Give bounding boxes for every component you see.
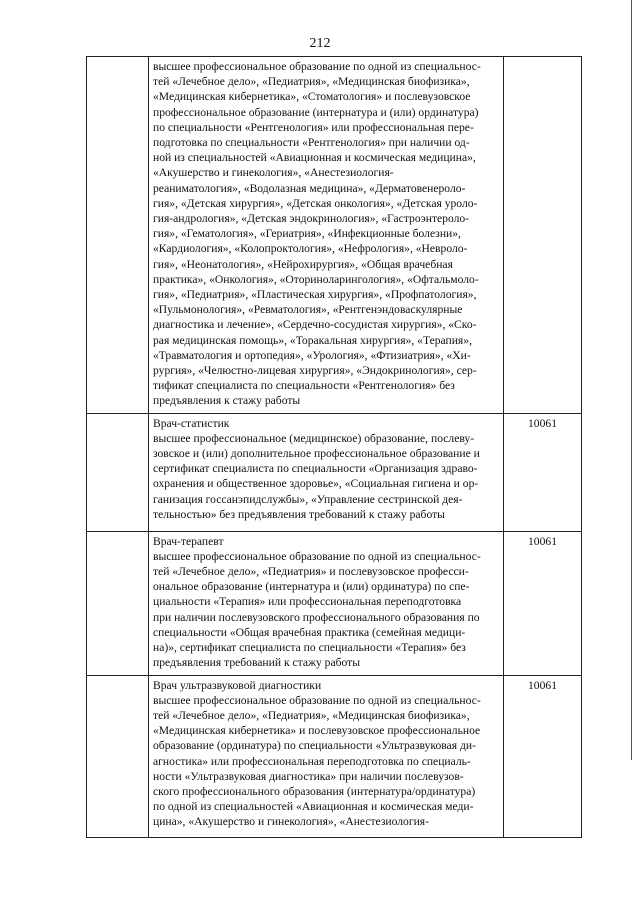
table-row	[87, 675, 582, 837]
table-row	[87, 57, 582, 414]
requirements-cell	[149, 531, 504, 675]
page-number: 212	[309, 36, 331, 51]
code-cell: 10061	[504, 531, 582, 675]
requirements-cell	[149, 57, 504, 414]
requirements-text: высшее профессиональное образование по одной из специальнос- тей «Лечебное дело», «Педиатрия», «Медицинская биофизика», «Медицинская кибернетика», «Стоматология» и послевузовское профессиональное образование (интернатура и (или) ординатура) по специальности «Рентгенология» или профессиональная пере- подготовка по специальности «Рентгенология» при наличии од- ной из специальностей «Авиационная и космическая медицина», «Акушерство и гинекология», «Анестезиология- реаниматология», «Водолазная медицина», «Дерматовенероло- гия», «Детская хирургия», «Детская онкология», «Детская уроло- гия-андрология», «Детская эндокринология», «Гастроэнтероло- гия», «Гематология», «Гериатрия», «Инфекционные болезни», «Кардиология», «Колопроктология», «Нефрология», «Невроло- гия», «Неонатология», «Нейрохирургия», «Общая врачебная практика», «Онкология», «Оториноларингология», «Офтальмоло- гия», «Педиатрия», «Пластическая хирургия», «Профпатология», «Пульмонология», «Ревматология», «Рентгенэндоваскулярные диагностика и лечение», «Сердечно-сосудистая хирургия», «Ско- рая медицинская помощь», «Торакальная хирургия», «Терапия», «Травматология и ортопедия», «Урология», «Фтизиатрия», «Хи- рургия», «Челюстно-лицевая хирургия», «Эндокринология», сер- тификат специалиста по специальности «Рентгенология» без предъявления к стажу работы	[153, 60, 481, 408]
requirements-text: высшее профессиональное образование по одной из специальнос- тей «Лечебное дело», «Педиатрия» и послевузовское професси- ональное образование (интернатура и (или) ординатура) по спе- циальности «Терапия» или профессиональная переподготовка при наличии послевузовского профессионального образования по специальности «Общая врачебная практика (семейная медици- на)», сертификат специалиста по специальности «Терапия» без предъявления требований к стажу работы	[153, 549, 481, 670]
table-row	[87, 531, 582, 675]
page-edge-line	[631, 0, 632, 760]
table-row	[87, 413, 582, 531]
role-title: Врач-статистик	[153, 416, 230, 430]
requirements-cell	[149, 675, 504, 837]
requirements-cell	[149, 413, 504, 531]
role-title: Врач-терапевт	[153, 534, 224, 548]
row-left-cell	[87, 675, 149, 837]
requirements-text: высшее профессиональное (медицинское) образование, послеву- зовское и (или) дополнительное профессиональное образование и сертификат специалиста по специальности «Организация здраво- охранения и общественное здоровье», «Социальная гигиена и ор- ганизация госсанэпидслужбы», «Управление сестринской дея- тельностью» без предъявления требований к стажу работы	[153, 431, 480, 521]
row-left-cell	[87, 413, 149, 531]
row-left-cell	[87, 531, 149, 675]
row-left-cell	[87, 57, 149, 414]
role-title: Врач ультразвуковой диагностики	[153, 678, 322, 692]
code-cell: 10061	[504, 675, 582, 837]
code-cell	[504, 57, 582, 414]
code-cell: 10061	[504, 413, 582, 531]
qualification-table	[86, 56, 582, 838]
requirements-text: высшее профессиональное образование по одной из специальнос- тей «Лечебное дело», «Педиатрия», «Медицинская биофизика», «Медицинская кибернетика» и послевузовское профессиональное образование (ординатура) по специальности «Ультразвуковая ди- агностика» или профессиональная переподготовка по специаль- ности «Ультразвуковая диагностика» при наличии послевузов- ского профессионального образования (интернатура/ординатура) по одной из специальностей «Авиационная и космическая меди- цина», «Акушерство и гинекология», «Анестезиология-	[153, 693, 481, 829]
